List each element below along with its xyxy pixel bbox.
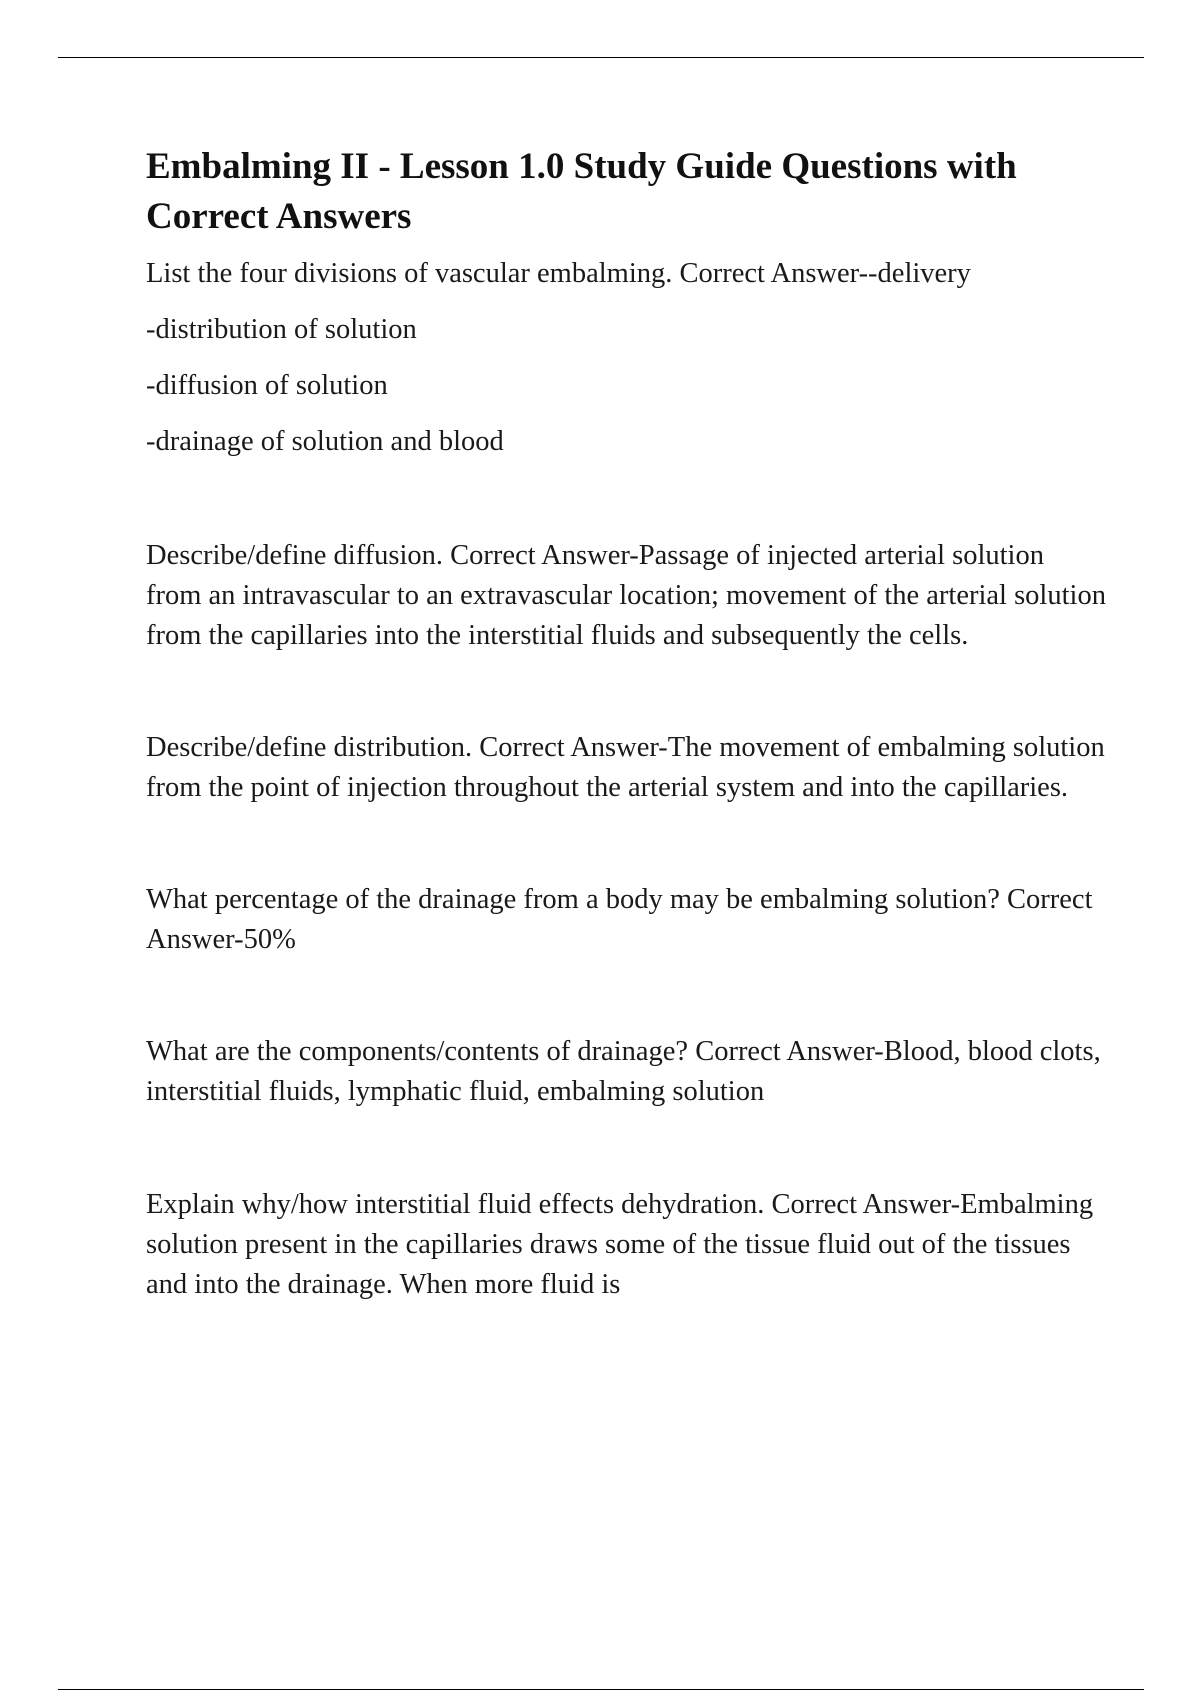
question-5: What are the components/contents of drainage? Correct Answer-Blood, blood clots, interstitial fluids, lymphatic fluid, embalming solution bbox=[146, 1036, 1101, 1107]
question-3: Describe/define distribution. Correct Answer-The movement of embalming solution from the point of injection throughout the arterial system and into the capillaries. bbox=[146, 732, 1105, 803]
question-1 bbox=[146, 254, 1106, 462]
document-title: Embalming II - Lesson 1.0 Study Guide Questions with Correct Answers bbox=[146, 146, 1017, 237]
bottom-rule bbox=[58, 1689, 1144, 1690]
question-1-line: List the four divisions of vascular embalming. Correct Answer--delivery bbox=[146, 258, 971, 289]
top-rule bbox=[58, 57, 1144, 58]
question-1-answer-item: -drainage of solution and blood bbox=[146, 426, 504, 457]
question-4: What percentage of the drainage from a body may be embalming solution? Correct Answer-50% bbox=[146, 884, 1093, 955]
question-1-answer-item: -distribution of solution bbox=[146, 314, 417, 345]
question-2: Describe/define diffusion. Correct Answer-Passage of injected arterial solution from an intravascular to an extravascular location; movement of the arterial solution from the capillaries into the interstitial fluids and subsequently the cells. bbox=[146, 540, 1106, 651]
document-body bbox=[146, 142, 1106, 1305]
question-6: Explain why/how interstitial fluid effects dehydration. Correct Answer-Embalming solution present in the capillaries draws some of the tissue fluid out of the tissues and into the drainage. When more fluid is bbox=[146, 1189, 1094, 1300]
question-1-answer-item: -diffusion of solution bbox=[146, 370, 388, 401]
